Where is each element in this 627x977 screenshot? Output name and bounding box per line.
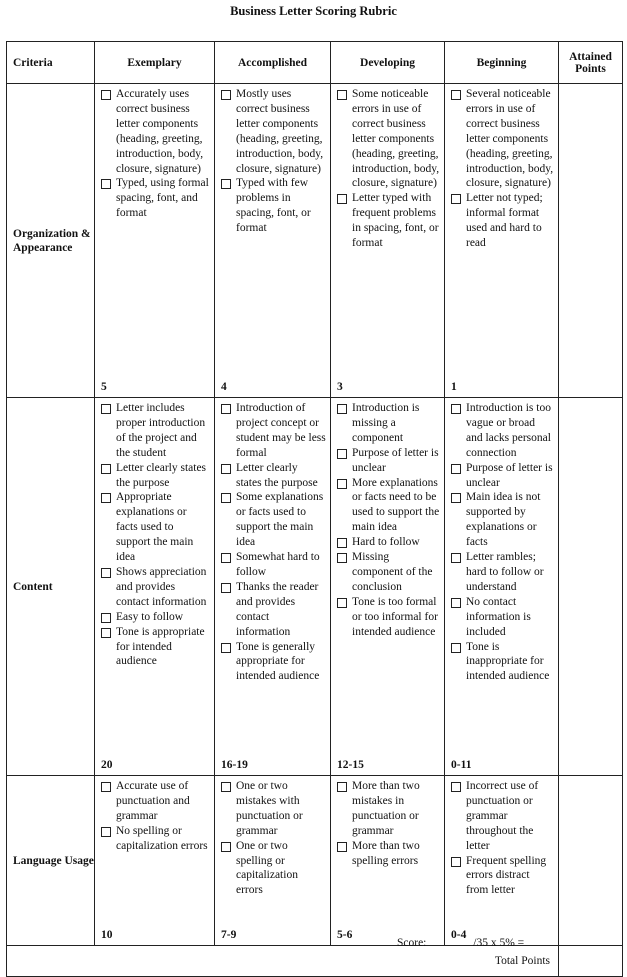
item-text: Appropriate explanations or facts used to support the main idea bbox=[116, 491, 194, 564]
score-value: 0-11 bbox=[451, 759, 472, 772]
criterion-item bbox=[101, 401, 210, 461]
checkbox[interactable] bbox=[101, 827, 111, 837]
criterion-item bbox=[337, 87, 440, 191]
checkbox[interactable] bbox=[451, 404, 461, 414]
item-text: Introduction of project concept or student may be less formal bbox=[236, 402, 326, 459]
criterion-item bbox=[337, 191, 440, 251]
criterion-item bbox=[221, 839, 326, 899]
item-text: Tone is generally appropriate for intended audience bbox=[236, 640, 320, 683]
item-text: Main idea is not supported by explanations or facts bbox=[466, 491, 541, 549]
rubric-cell bbox=[445, 776, 559, 946]
item-text: Letter not typed; informal format used and hard to read bbox=[466, 192, 543, 250]
item-text: Purpose of letter is unclear bbox=[466, 461, 553, 489]
checkbox[interactable] bbox=[101, 404, 111, 414]
criterion-item bbox=[221, 401, 326, 461]
rubric-cell bbox=[95, 776, 215, 946]
checkbox[interactable] bbox=[451, 598, 461, 608]
criterion-item bbox=[451, 191, 554, 251]
item-text: Introduction is too vague or broad and lacks personal connection bbox=[466, 402, 551, 459]
criterion-item bbox=[337, 839, 440, 869]
item-text: Hard to follow bbox=[352, 536, 420, 549]
criterion-item bbox=[451, 401, 554, 461]
criterion-item bbox=[221, 580, 326, 640]
criterion-item bbox=[101, 625, 210, 670]
checkbox[interactable] bbox=[221, 842, 231, 852]
checkbox[interactable] bbox=[451, 782, 461, 792]
item-text: Purpose of letter is unclear bbox=[352, 446, 439, 474]
criterion-item bbox=[101, 610, 210, 625]
criterion-item bbox=[221, 87, 326, 176]
criterion-item bbox=[221, 779, 326, 839]
checkbox[interactable] bbox=[221, 583, 231, 593]
criterion-item bbox=[101, 176, 210, 221]
item-text: Letter clearly states the purpose bbox=[116, 461, 207, 489]
criterion-item bbox=[101, 87, 210, 176]
attained-points-cell[interactable] bbox=[559, 398, 623, 776]
criterion-item bbox=[337, 401, 440, 446]
item-text: Incorrect use of punctuation or grammar throughout the letter bbox=[466, 780, 539, 852]
criterion-item bbox=[337, 476, 440, 536]
item-text: Some explanations or facts used to support the main idea bbox=[236, 491, 324, 549]
item-text: Mostly uses correct business letter components (heading, greeting, introduction, body, closure, signature) bbox=[236, 88, 324, 175]
criterion-item bbox=[101, 565, 210, 610]
item-text: Thanks the reader and provides contact information bbox=[236, 580, 319, 638]
rubric-cell bbox=[215, 776, 331, 946]
score-value: 4 bbox=[221, 381, 227, 394]
criterion-label: Content bbox=[7, 398, 95, 776]
checkbox[interactable] bbox=[221, 90, 231, 100]
header-attained-points: Attained Points bbox=[559, 42, 623, 84]
rubric-row bbox=[7, 84, 623, 398]
item-text: Typed, using formal spacing, font, and format bbox=[116, 177, 209, 220]
item-text: Introduction is missing a component bbox=[352, 402, 420, 444]
item-text: Somewhat hard to follow bbox=[236, 551, 320, 578]
item-text: No contact information is included bbox=[466, 595, 531, 638]
score-formula: /35 x 5% = bbox=[473, 937, 525, 949]
checkbox[interactable] bbox=[221, 553, 231, 563]
checkbox[interactable] bbox=[101, 464, 111, 474]
criterion-item bbox=[101, 824, 210, 854]
item-text: Letter typed with frequent problems in spacing, font, or format bbox=[352, 192, 439, 250]
score-blank[interactable] bbox=[441, 935, 473, 946]
header-beginning: Beginning bbox=[445, 42, 559, 84]
rubric-cell bbox=[215, 398, 331, 776]
rubric-cell bbox=[95, 84, 215, 398]
item-text: One or two mistakes with punctuation or grammar bbox=[236, 780, 303, 837]
score-value: 5 bbox=[101, 381, 107, 394]
score-value: 12-15 bbox=[337, 759, 364, 772]
item-text: More explanations or facts need to be used to support the main idea bbox=[352, 476, 440, 534]
criterion-item bbox=[221, 550, 326, 580]
checkbox[interactable] bbox=[101, 613, 111, 623]
header-row bbox=[7, 42, 623, 84]
total-points-label: Total Points bbox=[7, 946, 559, 977]
checkbox[interactable] bbox=[221, 493, 231, 503]
item-text: Easy to follow bbox=[116, 610, 184, 623]
score-value: 10 bbox=[101, 929, 113, 942]
rubric-table bbox=[6, 41, 623, 977]
criterion-label: Organization & Appearance bbox=[7, 84, 95, 398]
checkbox[interactable] bbox=[451, 553, 461, 563]
checkbox[interactable] bbox=[101, 568, 111, 578]
checkbox[interactable] bbox=[337, 553, 347, 563]
item-text: Tone is appropriate for intended audience bbox=[116, 625, 205, 668]
criterion-item bbox=[337, 550, 440, 595]
item-text: Shows appreciation and provides contact information bbox=[116, 565, 207, 608]
checkbox[interactable] bbox=[337, 449, 347, 459]
item-text: Typed with few problems in spacing, font, or format bbox=[236, 177, 311, 235]
item-text: Letter includes proper introduction of the project and the student bbox=[116, 402, 206, 459]
rubric-cell bbox=[331, 776, 445, 946]
header-developing: Developing bbox=[331, 42, 445, 84]
criterion-item bbox=[221, 176, 326, 236]
rubric-cell bbox=[331, 398, 445, 776]
item-text: Tone is too formal or too informal for intended audience bbox=[352, 595, 438, 638]
score-value: 20 bbox=[101, 759, 113, 772]
criterion-item bbox=[101, 461, 210, 491]
score-value: 16-19 bbox=[221, 759, 248, 772]
checkbox[interactable] bbox=[337, 194, 347, 204]
score-value: 5-6 bbox=[337, 929, 353, 942]
item-text: Tone is inappropriate for intended audience bbox=[466, 640, 550, 683]
criterion-item bbox=[451, 550, 554, 595]
checkbox[interactable] bbox=[101, 179, 111, 189]
rubric-cell bbox=[331, 84, 445, 398]
checkbox[interactable] bbox=[337, 598, 347, 608]
attained-points-cell[interactable] bbox=[559, 84, 623, 398]
total-points-cell[interactable] bbox=[559, 946, 623, 977]
score-value: 0-4 bbox=[451, 929, 467, 942]
rubric-cell bbox=[95, 398, 215, 776]
item-text: Accurately uses correct business letter components (heading, greeting, introduction, body, closure, signature) bbox=[116, 88, 204, 175]
criterion-item bbox=[451, 595, 554, 640]
criterion-item bbox=[101, 490, 210, 565]
checkbox[interactable] bbox=[101, 782, 111, 792]
rubric-cell bbox=[215, 84, 331, 398]
checkbox[interactable] bbox=[337, 479, 347, 489]
score-value: 7-9 bbox=[221, 929, 237, 942]
header-accomplished: Accomplished bbox=[215, 42, 331, 84]
checkbox[interactable] bbox=[337, 404, 347, 414]
checkbox[interactable] bbox=[221, 782, 231, 792]
score-value: 1 bbox=[451, 381, 457, 394]
criterion-item bbox=[101, 779, 210, 824]
criterion-item bbox=[221, 640, 326, 685]
header-exemplary: Exemplary bbox=[95, 42, 215, 84]
item-text: Accurate use of punctuation and grammar bbox=[116, 780, 190, 822]
checkbox[interactable] bbox=[101, 493, 111, 503]
item-text: Missing component of the conclusion bbox=[352, 551, 433, 593]
item-text: More than two mistakes in punctuation or grammar bbox=[352, 780, 420, 837]
criterion-item bbox=[337, 446, 440, 476]
rubric-row bbox=[7, 398, 623, 776]
checkbox[interactable] bbox=[221, 643, 231, 653]
checkbox[interactable] bbox=[451, 857, 461, 867]
criterion-item bbox=[451, 640, 554, 685]
checkbox[interactable] bbox=[221, 404, 231, 414]
criterion-item bbox=[451, 854, 554, 899]
checkbox[interactable] bbox=[221, 179, 231, 189]
attained-points-cell[interactable] bbox=[559, 776, 623, 946]
item-text: Frequent spelling errors distract from letter bbox=[466, 854, 547, 897]
item-text: Several noticeable errors in use of correct business letter components (heading, greeting, introduction, body, closure, signature) bbox=[466, 88, 554, 190]
criterion-item bbox=[451, 779, 554, 854]
item-text: Some noticeable errors in use of correct business letter components (heading, greeting, introduction, body, closure, signature) bbox=[352, 88, 440, 190]
checkbox[interactable] bbox=[451, 194, 461, 204]
score-line bbox=[397, 935, 601, 949]
checkbox[interactable] bbox=[221, 464, 231, 474]
total-row bbox=[7, 946, 623, 977]
score-value: 3 bbox=[337, 381, 343, 394]
checkbox[interactable] bbox=[451, 464, 461, 474]
checkbox[interactable] bbox=[337, 782, 347, 792]
criterion-item bbox=[337, 535, 440, 550]
checkbox[interactable] bbox=[337, 538, 347, 548]
criterion-item bbox=[337, 779, 440, 839]
item-text: No spelling or capitalization errors bbox=[116, 824, 208, 852]
checkbox[interactable] bbox=[451, 493, 461, 503]
criterion-item bbox=[451, 490, 554, 550]
score-label: Score: bbox=[397, 937, 427, 949]
rubric-cell bbox=[445, 398, 559, 776]
checkbox[interactable] bbox=[337, 90, 347, 100]
rubric-cell bbox=[445, 84, 559, 398]
criterion-item bbox=[451, 461, 554, 491]
item-text: One or two spelling or capitalization errors bbox=[236, 839, 298, 897]
page-title: Business Letter Scoring Rubric bbox=[230, 4, 397, 18]
checkbox[interactable] bbox=[451, 90, 461, 100]
checkbox[interactable] bbox=[337, 842, 347, 852]
item-text: Letter clearly states the purpose bbox=[236, 461, 318, 489]
checkbox[interactable] bbox=[451, 643, 461, 653]
criterion-item bbox=[337, 595, 440, 640]
criterion-item bbox=[221, 461, 326, 491]
item-text: More than two spelling errors bbox=[352, 839, 420, 867]
rubric-row bbox=[7, 776, 623, 946]
header-criteria: Criteria bbox=[7, 42, 95, 84]
checkbox[interactable] bbox=[101, 90, 111, 100]
criterion-item bbox=[451, 87, 554, 191]
checkbox[interactable] bbox=[101, 628, 111, 638]
item-text: Letter rambles; hard to follow or understand bbox=[466, 551, 544, 593]
criterion-label: Language Usage bbox=[7, 776, 95, 946]
percent-blank[interactable] bbox=[529, 935, 601, 946]
criterion-item bbox=[221, 490, 326, 550]
